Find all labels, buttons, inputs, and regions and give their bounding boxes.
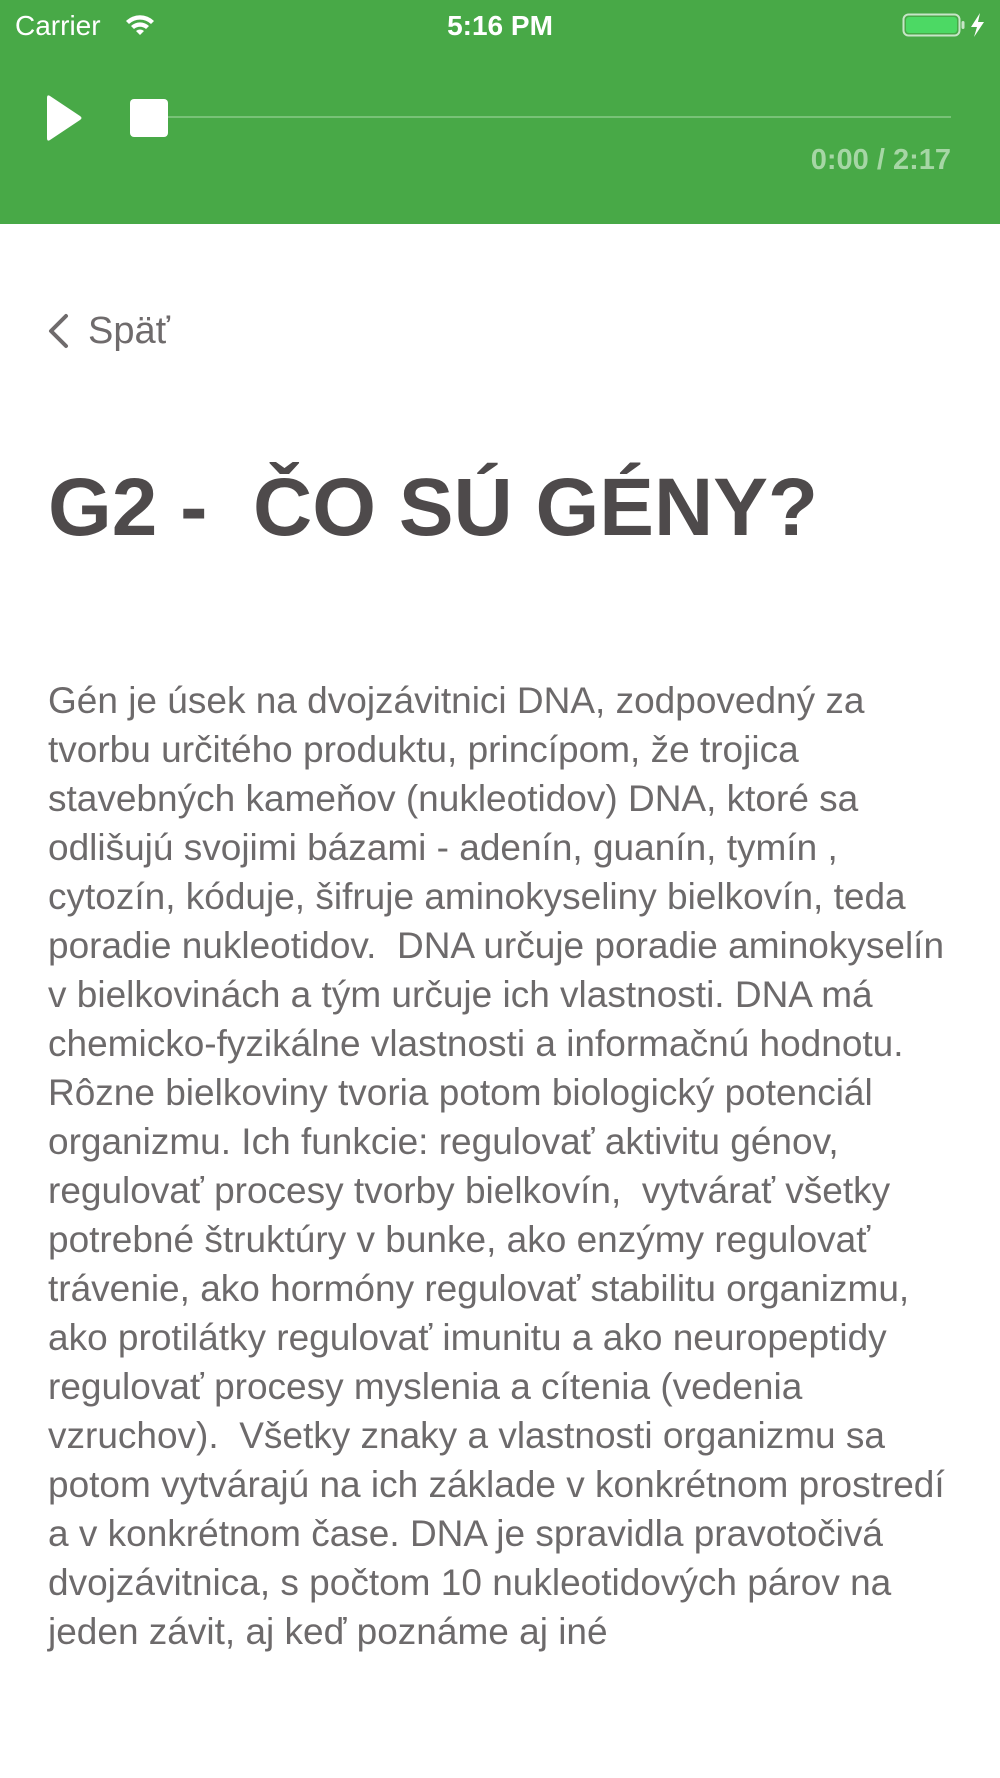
play-button[interactable] xyxy=(44,92,84,144)
charging-bolt-icon xyxy=(971,13,984,37)
status-bar xyxy=(0,0,1000,50)
chevron-left-icon xyxy=(46,313,70,349)
article-body: Gén je úsek na dvojzávitnici DNA, zodpovedný za tvorbu určitého produktu, princípom, že trojica stavebných kameňov (nukleotidov) DNA, ktoré sa odlišujú svojimi bázami - adenín, guanín, tymín , cytozín, kóduje, šifruje aminokyseliny bielkovín, teda poradie nukleotidov. DNA určuje poradie aminokyselín v bielkovinách a tým určuje ich vlastnosti. DNA má chemicko-fyzikálne vlastnosti a informačnú hodnotu. Rôzne bielkoviny tvoria potom biologický potenciál organizmu. Ich funkcie: regulovať aktivitu génov, regulovať procesy tvorby bielkovín, vytvárať všetky potrebné štruktúry v bunke, ako enzýmy regulovať trávenie, ako hormóny regulovať stabilitu organizmu, ako protilátky regulovať imunitu a ako neuropeptidy regulovať procesy myslenia a cítenia (vedenia vzruchov). Všetky znaky a vlastnosti organizmu sa potom vytvárajú na ich základe v konkrétnom prostredí a v konkrétnom čase. DNA je spravidla pravotočivá dvojzávitnica, s počtom 10 nukleotidových párov na jeden závit, aj keď poznáme aj iné xyxy=(48,680,955,1652)
audio-player-bar xyxy=(0,0,1000,224)
battery-icon xyxy=(902,11,988,39)
progress-track[interactable] xyxy=(168,116,951,118)
play-icon xyxy=(47,95,82,140)
page-title: G2 - ČO SÚ GÉNY? xyxy=(48,462,818,553)
stop-button[interactable] xyxy=(130,99,168,137)
back-button[interactable] xyxy=(46,307,170,355)
back-label: Späť xyxy=(88,310,170,352)
status-time: 5:16 PM xyxy=(447,10,553,41)
playback-time: 0:00 / 2:17 xyxy=(810,144,951,176)
carrier-label: Carrier xyxy=(15,10,101,41)
